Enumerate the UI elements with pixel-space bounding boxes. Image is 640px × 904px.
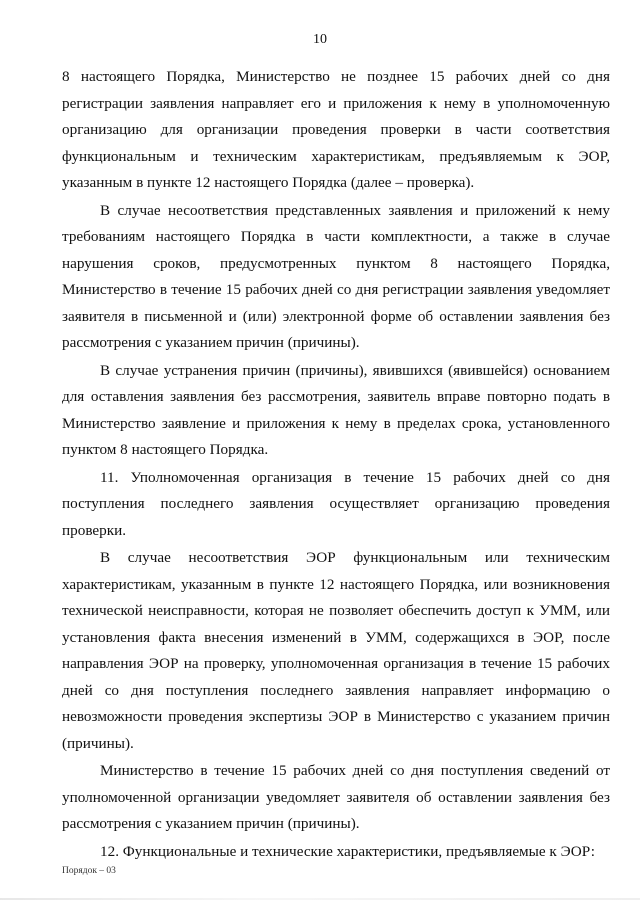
document-body — [62, 64, 610, 865]
paragraph-2: В случае несоответствия представленных заявления и приложений к нему требованиям настоящего Порядка в части комплектности, а также в случае нарушения сроков, предусмотренных пунктом 8 настоящего Порядка, Министерство в течение 15 рабочих дней со дня регистрации заявления уведомляет заявителя в письменной и (или) электронной форме об оставлении заявления без рассмотрения с указанием причин (причины). — [62, 201, 610, 351]
paragraph-5: В случае несоответствия ЭОР функциональным или техническим характеристикам, указанным в пункте 12 настоящего Порядка, или возникновения технической неисправности, которая не позволяет обеспечить доступ к УММ, или установления факта внесения изменений в УММ, содержащихся в ЭОР, после направления ЭОР на проверку, уполномоченная организация в течение 15 рабочих дней со дня поступления последнего заявления направляет информацию о невозможности проведения экспертизы ЭОР в Министерство с указанием причин (причины). — [62, 549, 610, 752]
paragraph-6: Министерство в течение 15 рабочих дней со дня поступления сведений от уполномоченной организации уведомляет заявителя об оставлении заявления без рассмотрения с указанием причин (причины). — [62, 762, 610, 832]
scan-edge-divider — [0, 898, 640, 900]
page-number: 10 — [313, 32, 327, 47]
paragraph-1: 8 настоящего Порядка, Министерство не позднее 15 рабочих дней со дня регистрации заявления направляет его и приложения к нему в уполномоченную организацию для организации проведения проверки в части соответствия функциональным и техническим характеристикам, предъявляемым к ЭОР, указанным в пункте 12 настоящего Порядка (далее – проверка). — [62, 68, 610, 191]
paragraph-4: 11. Уполномоченная организация в течение 15 рабочих дней со дня поступления последнего заявления осуществляет организацию проведения проверки. — [62, 468, 610, 539]
paragraph-3: В случае устранения причин (причины), явившихся (явившейся) основанием для оставления заявления без рассмотрения, заявитель вправе повторно подать в Министерство заявление и приложения к нему в пределах срока, установленного пунктом 8 настоящего Порядка. — [62, 361, 610, 458]
paragraph-7: 12. Функциональные и технические характеристики, предъявляемые к ЭОР: — [100, 842, 595, 860]
footer-code: Порядок – 03 — [62, 866, 116, 876]
